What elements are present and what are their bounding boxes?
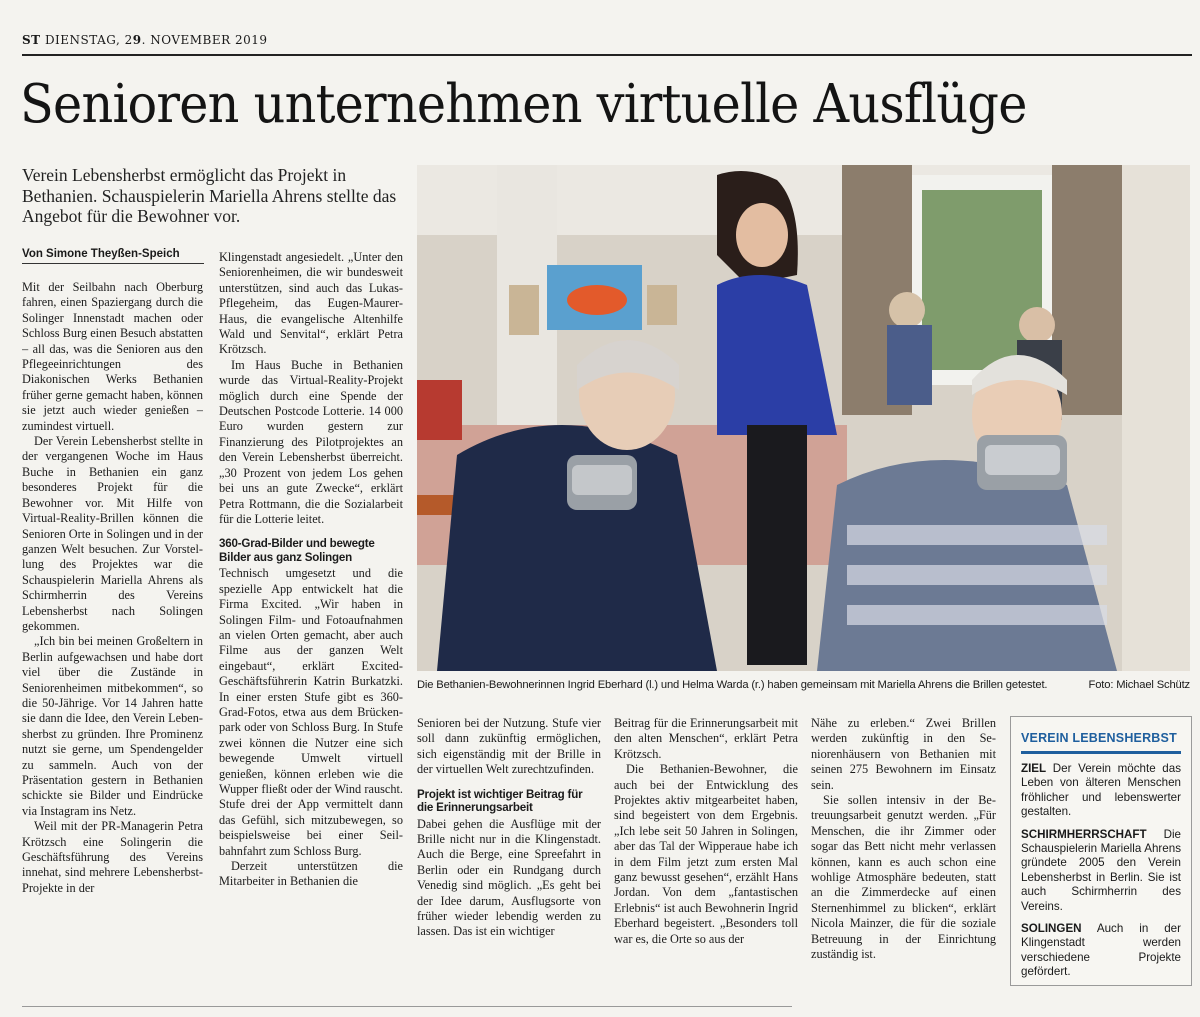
article-column-5 xyxy=(811,716,996,1006)
article-column-4 xyxy=(614,716,798,1006)
article-photo xyxy=(417,165,1190,671)
paragraph: Klingenstadt angesiedelt. „Unter den Seniorenheimen, die wir bundesweit unterstützen, sind auch das Lukas-Pflegeheim, das Eugen-Maurer-Haus, die evangelische Altenhilfe Wald und Senvital“, erklärt Petra Krötzsch. xyxy=(219,250,403,357)
paragraph: Weil mit der PR-Managerin Petra Krötzsch eine Solingerin die Geschäftsführung des Vereins innehat, sind mehrere Lebensherbst-Projekte in der xyxy=(22,819,203,895)
date-text: DIENSTAG, 2 xyxy=(44,33,133,47)
article-column-2 xyxy=(219,250,403,1010)
paragraph: Der Verein Lebensherbst stellte in der vergangenen Woche im Haus Buche in Bethanien ein ganz besonderes Projekt für die Bewohner vor. Mit Hilfe von Virtual-Reality-Brillen können die Senioren Orte in Solingen und in der ganzen Welt besuchen. Zur Vorstellung des Projektes war die Schauspielerin Mariella Ahrens als Schirmherrin des Vereins Lebensherbst nach Solingen gekommen. xyxy=(22,434,203,633)
paragraph: Sie sollen intensiv in der Betreuungsarbeit genutzt werden. „Für Menschen, die ihr Zimmer oder sogar das Bett nicht mehr verlassen können, kann es auch schon eine wohlige Atmosphäre bedeuten, statt an die Zimmerdecke auf einen Sternenhimmel zu blicken“, erklärt Nicola Mainzer, die für die soziale Betreuung in der Einrichtung zuständig ist. xyxy=(811,793,996,962)
info-entry-text: Der Verein möchte das Leben von älteren Menschen fröhlicher und lebenswerter gestalten. xyxy=(1021,762,1181,819)
info-entry-label: SOLINGEN xyxy=(1021,922,1082,936)
bottom-rule xyxy=(22,1006,792,1007)
info-entry-text: Die Schauspielerin Mariella Ahrens gründete 2005 den Verein Lebensherbst in Berlin. Sie ist auch Schirmherrin des Vereins. xyxy=(1021,827,1181,913)
headline: Senioren unternehmen virtuelle Ausflüge xyxy=(20,74,1027,135)
date-rest: . NOVEMBER 2019 xyxy=(141,33,268,47)
date-bold-digit: 9 xyxy=(132,33,142,47)
info-box xyxy=(1010,716,1192,986)
paragraph: Senioren bei der Nutzung. Stufe vier soll dann zukünftig ermöglichen, sich eigenständig mit der Brille in der virtuellen Welt zurechtzufinden. xyxy=(417,716,601,777)
paragraph: Technisch umgesetzt und die spezielle App entwickelt hat die Firma Excited. „Wir haben in Solingen Film- und Fotoaufnahmen an vielen Orten gemacht, aber auch Filme aus der ganzen Welt eingebaut“, erklärt Excited-Geschäftsführerin Katrin Burkatzki. In einer ersten Stufe gibt es 360-Grad-Fotos, etwa aus dem Brückenpark oder von Schloss Burg. In Stufe zwei können die Nutzer eine sich bewegende Umwelt virtuell genießen, können erleben wie die Wupper fließt oder der Wind rauscht. Stufe drei der App vermittelt dann das Gefühl, sich mitzubewegen, so beispielsweise bei einer Seilbahnfahrt zum Schloss Burg. xyxy=(219,566,403,858)
byline: Von Simone Theyßen-Speich xyxy=(22,248,204,264)
paragraph: Mit der Seilbahn nach Oberburg fahren, einen Spaziergang durch die Solinger Innenstadt machen oder Schloss Burg einen Besuch abstatten – all das, was die Senioren aus den Pflegeeinrichtungen des Diakonischen Werks Bethanien früher gerne gemacht haben, können sie jetzt auch wieder genießen – zumindest virtuell. xyxy=(22,280,203,433)
paragraph: Im Haus Buche in Bethanien wurde das Virtual-Reality-Projekt möglich durch eine Spende der Deutschen Postcode Lotterie. 14 000 Euro wurden gestern zur Finanzierung des Pilotprojektes an den Verein Lebensherbst überreicht. „30 Prozent von jedem Los gehen bei uns an gute Zwecke“, erklärt Petra Rottmann, die die Sozialarbeit für die Lotterie leitet. xyxy=(219,357,403,526)
subhead: Verein Lebensherbst ermöglicht das Projekt in Bethanien. Schauspielerin Mariella Ahrens stellte das Angebot für die Bewohner vor. xyxy=(22,165,397,226)
caption-text: Die Bethanien-Bewohnerinnen Ingrid Eberhard (l.) und Helma Warda (r.) haben gemeinsam mit Mariella Ahrens die Brillen getestet. xyxy=(417,679,1048,691)
info-entry-label: ZIEL xyxy=(1021,762,1047,775)
paper-abbrev: ST xyxy=(22,33,41,47)
info-entry xyxy=(1021,922,1181,980)
paragraph: Nähe zu erleben.“ Zwei Brillen werden zukünftig in den Seniorenhäusern von Bethanien mit seinen 275 Bewohnern im Einsatz sein. xyxy=(811,716,996,792)
article-column-1 xyxy=(22,280,203,1010)
photo-illustration xyxy=(417,165,1190,671)
paragraph: Die Bethanien-Bewohner, die auch bei der Entwicklung des Projektes aktiv mitgearbeitet haben, sind begeistert von dem Ergebnis. „Ich lebe seit 50 Jahren in Solingen, aber das Tal der Wipperaue habe ich in dem Film jetzt zum ersten Mal ganz bewusst gesehen“, erzählt Hans Jordan. Von dem „fantastischen Erlebnis“ ist auch Bewohnerin Ingrid Eberhard begeistert. „Besonders toll war es, die Orte so aus der xyxy=(614,762,798,946)
info-entry-text: Auch in der Klingenstadt werden verschiedene Projekte gefördert. xyxy=(1021,922,1181,979)
info-box-title: VEREIN LEBENSHERBST xyxy=(1021,731,1177,745)
dateline xyxy=(22,33,268,47)
info-box-rule xyxy=(1021,751,1181,754)
paragraph: Dabei gehen die Ausflüge mit der Brille nicht nur in die Klingenstadt. Auch die Berge, eine Spreefahrt in Berlin oder ein Rundgang durch Venedig sind möglich. „Es geht bei der Idee darum, Ausflugsorte von früher wieder lebendig werden zu lassen. Das ist ein wichtiger xyxy=(417,816,601,939)
article-column-3 xyxy=(417,716,601,1006)
subheading: Projekt ist wichtiger Beitrag für die Erinnerungsarbeit xyxy=(417,787,583,815)
subheading: 360-Grad-Bilder und bewegte Bilder aus ganz Solingen xyxy=(219,537,375,564)
top-rule xyxy=(22,54,1192,56)
info-entry xyxy=(1021,762,1181,820)
paragraph: Derzeit unterstützen die Mitarbeiter in Bethanien die xyxy=(219,859,403,889)
photo-caption xyxy=(417,678,1190,692)
paragraph: Beitrag für die Erinnerungsarbeit mit den alten Menschen“, erklärt Petra Krötzsch. xyxy=(614,716,798,761)
info-entry-label: SCHIRMHERRSCHAFT xyxy=(1021,827,1147,841)
paragraph: „Ich bin bei meinen Großeltern in Berlin aufgewachsen und habe dort viel über die Zustände in Seniorenheimen mitbekommen“, so die 50-Jährige. Vor 14 Jahren hatte sie dann die Idee, den Verein Lebensherbst zu gründen. Ihre Prominenz nutzt sie gerne, um Spendengelder zu sammeln. Auch von der Präsentation gestern in Bethanien schickte sie Bilder und Eindrücke via Instagram ins Netz. xyxy=(22,634,203,818)
photo-credit: Foto: Michael Schütz xyxy=(1088,679,1190,691)
info-entry xyxy=(1021,828,1181,914)
